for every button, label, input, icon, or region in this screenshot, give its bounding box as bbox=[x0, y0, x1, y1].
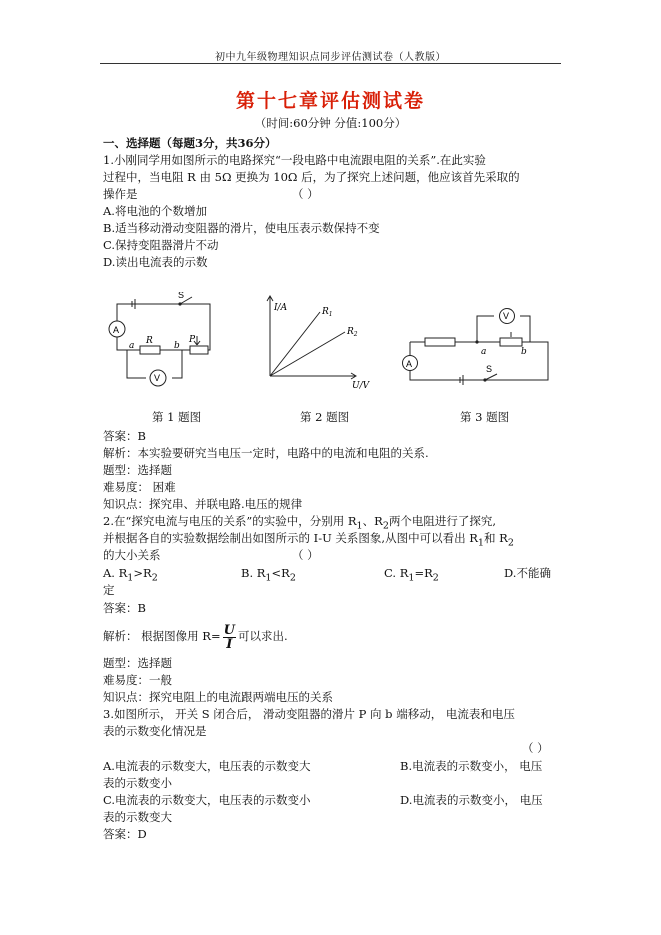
q3-option-b: B.电流表的示数变小， 电压 bbox=[400, 759, 543, 773]
page-title: 第十七章评估测试卷 bbox=[235, 90, 425, 112]
q2-option-c: C. $R_1=R_2$ bbox=[384, 566, 439, 584]
header-rule bbox=[100, 63, 561, 64]
q2-option-d-cont: 定 bbox=[103, 583, 115, 597]
figure1-switch-label: S bbox=[178, 292, 185, 300]
figure1-circuit bbox=[117, 297, 210, 378]
figure3-point-a: a bbox=[481, 347, 487, 357]
q2-difficulty: 难易度：一般 bbox=[103, 673, 172, 687]
figure2-y-axis-label: I/A bbox=[274, 303, 288, 313]
figure3-ammeter-label: A bbox=[406, 359, 413, 369]
figure2-line-r1-label: $R_1$ bbox=[322, 307, 333, 318]
q2-stem-line1: 2.在“探究电流与电压的关系”的实验中，分别用 $R_1$、$R_2$两个电阻进行了探究, bbox=[103, 514, 497, 532]
figure3-voltmeter-label: V bbox=[503, 311, 510, 321]
figure1-point-b: b bbox=[174, 341, 180, 351]
figure3-junction bbox=[475, 340, 478, 343]
figure3-switch-pivot bbox=[483, 378, 486, 381]
q3-stem-line2: 表的示数变化情况是 bbox=[103, 724, 207, 738]
q1-type: 题型：选择题 bbox=[103, 463, 172, 477]
q1-option-d: D.读出电流表的示数 bbox=[103, 255, 208, 269]
q2-option-a: A. $R_1>R_2$ bbox=[103, 566, 158, 584]
q2-option-b: B. $R_1<R_2$ bbox=[241, 566, 296, 584]
q2-answer-paren: （ ） bbox=[292, 548, 319, 562]
q1-difficulty: 难易度： 困难 bbox=[103, 480, 176, 494]
q3-stem-line1: 3.如图所示， 开关 S 闭合后， 滑动变阻器的滑片 P 向 b 端移动， 电流表和电压 bbox=[103, 707, 515, 721]
figure2-caption: 第 2 题图 bbox=[300, 410, 350, 424]
q3-option-d: D.电流表的示数变小， 电压 bbox=[400, 793, 543, 807]
figure1-voltmeter-label: V bbox=[154, 373, 161, 383]
q1-stem-line2: 过程中，当电阻 R 由 5Ω 更换为 10Ω 后，为了探究上述问题，他应该首先采取的 bbox=[103, 170, 520, 184]
figure1-point-a: a bbox=[129, 341, 135, 351]
figure2-x-axis-label: U/V bbox=[352, 381, 370, 391]
q3-answer-paren: （ ） bbox=[522, 741, 549, 755]
figure1-slider-label: P bbox=[189, 335, 196, 345]
running-header: 初中九年级物理知识点同步评估测试卷（人教版） bbox=[215, 52, 446, 63]
q1-answer-paren: （ ） bbox=[292, 187, 319, 201]
q2-answer: 答案：B bbox=[103, 601, 146, 615]
q2-stem-line3: 的大小关系 bbox=[103, 548, 161, 562]
figure1-resistor-label: R bbox=[146, 336, 153, 346]
q1-analysis: 解析：本实验要研究当电压一定时，电路中的电流和电阻的关系. bbox=[103, 446, 429, 460]
q2-type: 题型：选择题 bbox=[103, 656, 172, 670]
q2-stem-line2: 并根据各自的实验数据绘制出如图所示的 I-U 关系图象,从图中可以看出 $R_1$和 $R_2$ bbox=[103, 531, 514, 549]
figures-row bbox=[100, 292, 561, 392]
q3-option-d-cont: 表的示数变大 bbox=[103, 810, 172, 824]
figure3-circuit bbox=[410, 316, 548, 385]
q1-option-c: C.保持变阻器滑片不动 bbox=[103, 238, 219, 252]
q3-option-c: C.电流表的示数变大，电压表的示数变小 bbox=[103, 793, 311, 807]
formula-fraction: $\frac{U}{I}$ bbox=[223, 622, 235, 652]
figure3-point-b: b bbox=[521, 347, 527, 357]
q1-stem-line3: 操作是 bbox=[103, 187, 138, 201]
q2-option-d: D.不能确 bbox=[504, 566, 551, 580]
q1-answer: 答案：B bbox=[103, 429, 146, 443]
q3-answer: 答案：D bbox=[103, 827, 147, 841]
figure1-ammeter-label: A bbox=[113, 325, 120, 335]
q3-option-a: A.电流表的示数变大，电压表的示数变大 bbox=[103, 759, 311, 773]
q2-knowledge: 知识点：探究电阻上的电流跟两端电压的关系 bbox=[103, 690, 333, 704]
figure1-caption: 第 1 题图 bbox=[152, 410, 202, 424]
figure3-switch-label: S bbox=[486, 364, 493, 374]
q2-analysis: 解析： 根据图像用 R= $\frac{U}{I}$ 可以求出. bbox=[103, 622, 288, 652]
q1-knowledge: 知识点：探究串、并联电路.电压的规律 bbox=[103, 497, 303, 511]
figure1-switch-pivot bbox=[178, 302, 181, 305]
figure3-caption: 第 3 题图 bbox=[460, 410, 510, 424]
q1-option-b: B.适当移动滑动变阻器的滑片，使电压表示数保持不变 bbox=[103, 221, 380, 235]
q1-option-a: A.将电池的个数增加 bbox=[103, 204, 207, 218]
q3-option-b-cont: 表的示数变小 bbox=[103, 776, 172, 790]
figure2-line-r2-label: $R_2$ bbox=[347, 327, 358, 338]
q1-stem-line1: 1.小刚同学用如图所示的电路探究“一段电路中电流跟电阻的关系”.在此实验 bbox=[103, 153, 486, 167]
section-heading: 一、选择题（每题3分，共36分） bbox=[103, 136, 277, 150]
exam-info: （时间:60分钟 分值:100分） bbox=[254, 116, 407, 130]
